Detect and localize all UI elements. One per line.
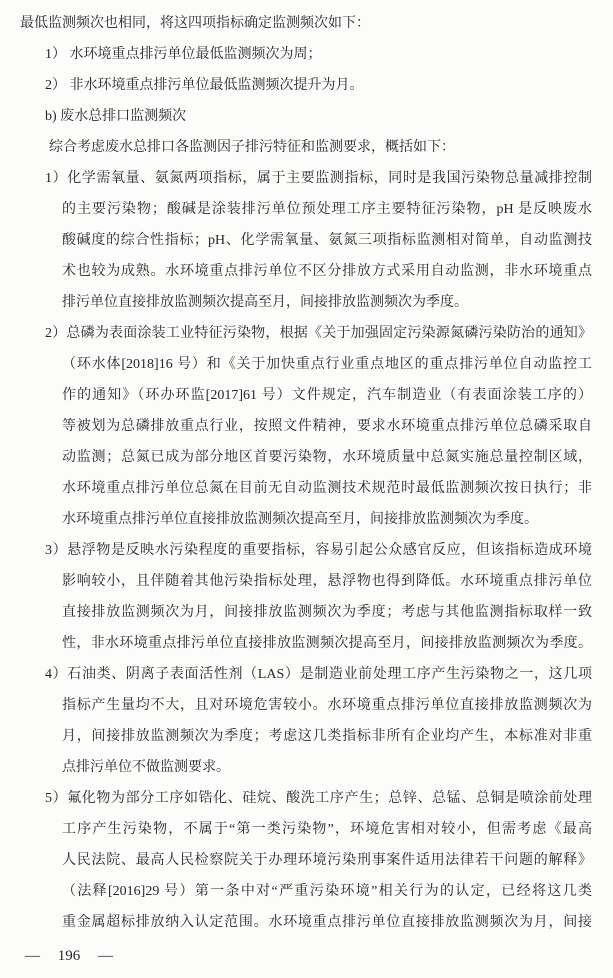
footer-dash-left: — <box>25 948 40 964</box>
text-line: 人民法院、最高人民检察院关于办理环境污染刑事案件适用法律若干问题的解释》 <box>62 853 592 868</box>
text-line: 的主要污染物；酸碱是涂装排污单位预处理工序主要特征污染物，pH 是反映废水 <box>62 202 592 217</box>
list-item-line: 1） 水环境重点排污单位最低监测频次为周； <box>45 47 322 62</box>
text-line: （环水体[2018]16 号）和《关于加快重点行业重点地区的重点排污单位自动监控工 <box>62 357 592 372</box>
text-line: 酸碱度的综合性指标；pH、化学需氧量、氨氮三项指标监测相对简单，自动监测技 <box>62 233 592 248</box>
text-line: 水环境重点排污单位直接排放监测频次提高至月，间接排放监测频次为季度。 <box>62 512 538 527</box>
text-line: 工序产生污染物，不属于“第一类污染物”，环境危害相对较小，但需考虑《最高 <box>62 822 592 837</box>
text-line: 月，间接排放监测频次为季度；考虑这几类指标非所有企业均产生，本标准对非重 <box>62 729 592 744</box>
text-line: 最低监测频次也相同，将这四项指标确定监测频次如下： <box>20 16 370 31</box>
footer-dash-right: — <box>98 948 113 964</box>
list-item-line: 5）氟化物为部分工序如锆化、硅烷、酸洗工序产生；总锌、总锰、总铜是喷涂前处理 <box>45 791 592 806</box>
text-line: 点排污单位不做监测要求。 <box>62 760 230 775</box>
text-line: 综合考虑废水总排口各监测因子排污特征和监测要求，概括如下： <box>49 140 455 155</box>
text-line: 重金属超标排放纳入认定范围。水环境重点排污单位直接排放监测频次为月，间接 <box>62 915 592 930</box>
body-text <box>20 8 592 938</box>
text-line: （法释[2016]29 号）第一条中对“严重污染环境”相关行为的认定，已经将这几类 <box>62 884 592 899</box>
list-item-line: 2） 非水环境重点排污单位最低监测频次提升为月。 <box>45 78 364 93</box>
list-item-line: 4）石油类、阴离子表面活性剂（LAS）是制造业前处理工序产生污染物之一，这几项 <box>45 667 592 682</box>
text-line: 影响较小，且伴随着其他污染指标处理，悬浮物也得到降低。水环境重点排污单位 <box>62 574 592 589</box>
text-line: 水环境重点排污单位总氮在目前无自动监测技术规范时最低监测频次按日执行；非 <box>62 481 592 496</box>
text-line: 术也较为成熟。水环境重点排污单位不区分排放方式采用自动监测，非水环境重点 <box>62 264 592 279</box>
text-line: 作的通知》（环办环监[2017]61 号）文件规定，汽车制造业（有表面涂装工序的） <box>62 388 592 403</box>
text-line: 动监测；总氮已成为部分地区首要污染物，水环境质量中总氮实施总量控制区域， <box>62 450 592 465</box>
list-item-line: b) 废水总排口监测频次 <box>45 109 187 124</box>
text-line: 性，非水环境重点排污单位直接排放监测频次提高至月，间接排放监测频次为季度。 <box>62 636 592 651</box>
text-line: 排污单位直接排放监测频次提高至月，间接排放监测频次为季度。 <box>62 295 468 310</box>
text-line: 等被划为总磷排放重点行业，按照文件精神，要求水环境重点排污单位总磷采取自 <box>62 419 592 434</box>
list-item-line: 1）化学需氧量、氨氮两项指标，属于主要监测指标，同时是我国污染物总量减排控制 <box>45 171 592 186</box>
page-footer <box>20 944 592 968</box>
list-item-line: 2）总磷为表面涂装工业特征污染物，根据《关于加强固定污染源氮磷污染防治的通知》 <box>45 326 592 341</box>
page-number: 196 <box>57 948 81 964</box>
text-line: 指标产生量均不大，且对环境危害较小。水环境重点排污单位直接排放监测频次为 <box>62 698 592 713</box>
list-item-line: 3）悬浮物是反映水污染程度的重要指标，容易引起公众感官反应，但该指标造成环境 <box>45 543 592 558</box>
text-line: 直接排放监测频次为月，间接排放监测频次为季度；考虑与其他监测指标取样一致 <box>62 605 592 620</box>
